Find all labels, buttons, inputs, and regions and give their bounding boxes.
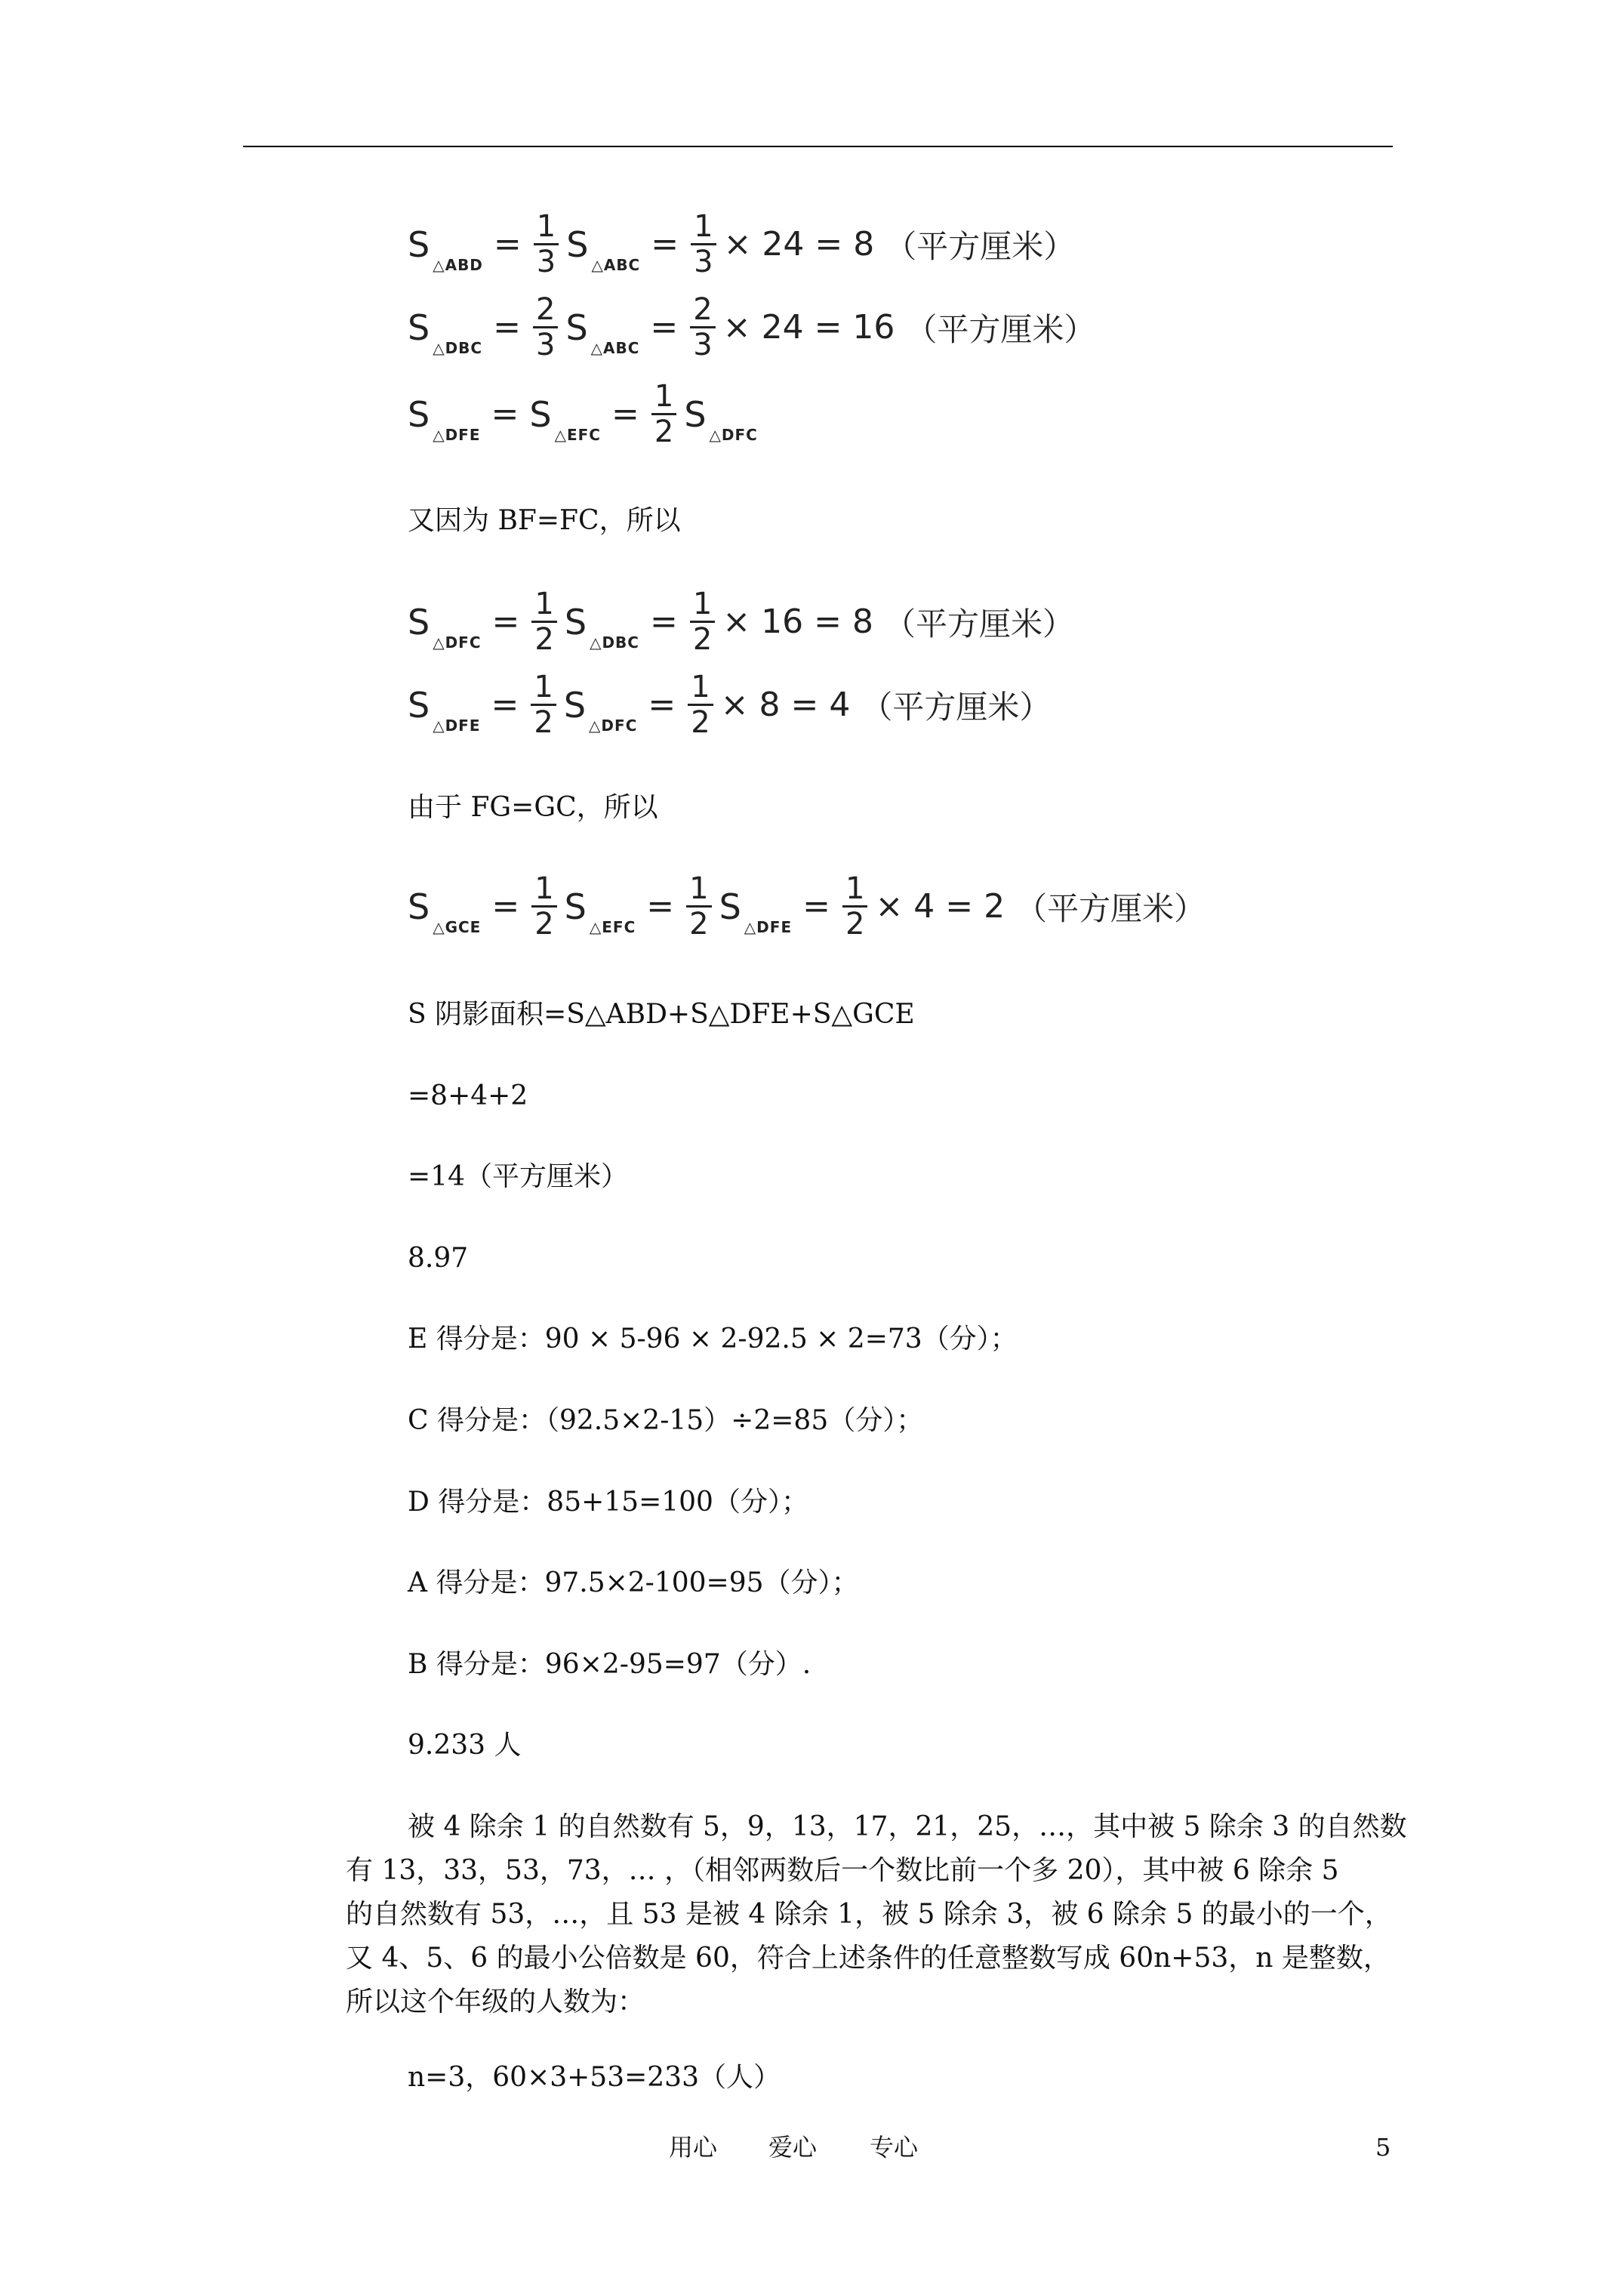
text-sum: =8+4+2 xyxy=(408,1080,528,1111)
fraction: $\frac{1}{3}$ xyxy=(534,211,559,277)
explanation-paragraph: 被 4 除余 1 的自然数有 5，9，13，17，21，25，…，其中被 5 除余 3 的自然数 有 13，33，53，73，… ，（相邻两数后一个数比前一个多 20），其中被 6 除余 5 的自然数有 53，…，且 53 是被 4 除余 1，被 5 除余 3，被 6 除余 5 的最小的一个， 又 4、5、6 的最小公倍数是 60，符合上述条件的任意整数写成 60n+53，n 是整数， 所以这个年级的人数为： xyxy=(346,1811,1407,2017)
formula-area-gce: S △GCE = $\frac{1}{2}$ S △EFC = $\frac{1}{2}$ S △DFE = $\frac{1}{2}$ × 4 = 2 （平方厘米） xyxy=(408,871,1206,942)
header-rule xyxy=(243,146,1393,147)
text-shadow-area: S 阴影面积=S△ABD+S△DFE+S△GCE xyxy=(408,999,915,1030)
footer-right: 专心 xyxy=(870,2133,919,2162)
fraction: $\frac{1}{2}$ xyxy=(531,672,556,738)
fraction: $\frac{1}{2}$ xyxy=(688,672,713,738)
fraction: $\frac{1}{2}$ xyxy=(651,381,676,447)
text-since-fg-gc: 由于 FG=GC，所以 xyxy=(408,792,658,823)
text-c-score: C 得分是：（92.5×2-15）÷2=85（分）； xyxy=(408,1405,924,1436)
fraction: $\frac{2}{3}$ xyxy=(533,294,558,360)
footer-middle: 爱心 xyxy=(768,2133,818,2162)
fraction: $\frac{1}{2}$ xyxy=(686,874,711,939)
text-because-bf-fc: 又因为 BF=FC，所以 xyxy=(408,505,681,536)
question-9: 9.233 人 xyxy=(408,1730,522,1761)
fraction: $\frac{1}{2}$ xyxy=(531,874,556,939)
formula-area-dbc: S △DBC = $\frac{2}{3}$ S △ABC = $\frac{2}{3}$ × 24 = 16 （平方厘米） xyxy=(408,292,1096,362)
fraction: $\frac{1}{2}$ xyxy=(690,589,715,655)
text-e-score: E 得分是：90 × 5-96 × 2-92.5 × 2=73（分）； xyxy=(408,1324,1018,1354)
text-b-score: B 得分是：96×2-95=97（分）. xyxy=(408,1649,812,1680)
page-number: 5 xyxy=(1375,2133,1391,2162)
text-a-score: A 得分是：97.5×2-100=95（分）； xyxy=(408,1567,859,1598)
footer-left: 用心 xyxy=(669,2133,718,2162)
fraction: $\frac{1}{2}$ xyxy=(842,874,867,939)
text-d-score: D 得分是：85+15=100（分）； xyxy=(408,1487,808,1518)
fraction: $\frac{1}{3}$ xyxy=(691,211,716,277)
formula-area-dfc: S △DFC = $\frac{1}{2}$ S △DBC = $\frac{1}{2}$ × 16 = 8 （平方厘米） xyxy=(408,587,1074,657)
formula-area-dfe: S △DFE = $\frac{1}{2}$ S △DFC = $\frac{1}{2}$ × 8 = 4 （平方厘米） xyxy=(408,670,1052,740)
question-8: 8.97 xyxy=(408,1243,469,1274)
text-final: n=3，60×3+53=233（人） xyxy=(408,2062,781,2093)
fraction: $\frac{2}{3}$ xyxy=(690,294,715,360)
formula-area-abd: S △ABD = $\frac{1}{3}$ S △ABC = $\frac{1}{3}$ × 24 = 8 （平方厘米） xyxy=(408,209,1076,279)
formula-area-dfe-efc: S △DFE = S △EFC = $\frac{1}{2}$ S △DFC xyxy=(408,379,758,449)
fraction: $\frac{1}{2}$ xyxy=(531,589,556,655)
text-result: =14（平方厘米） xyxy=(408,1161,628,1192)
